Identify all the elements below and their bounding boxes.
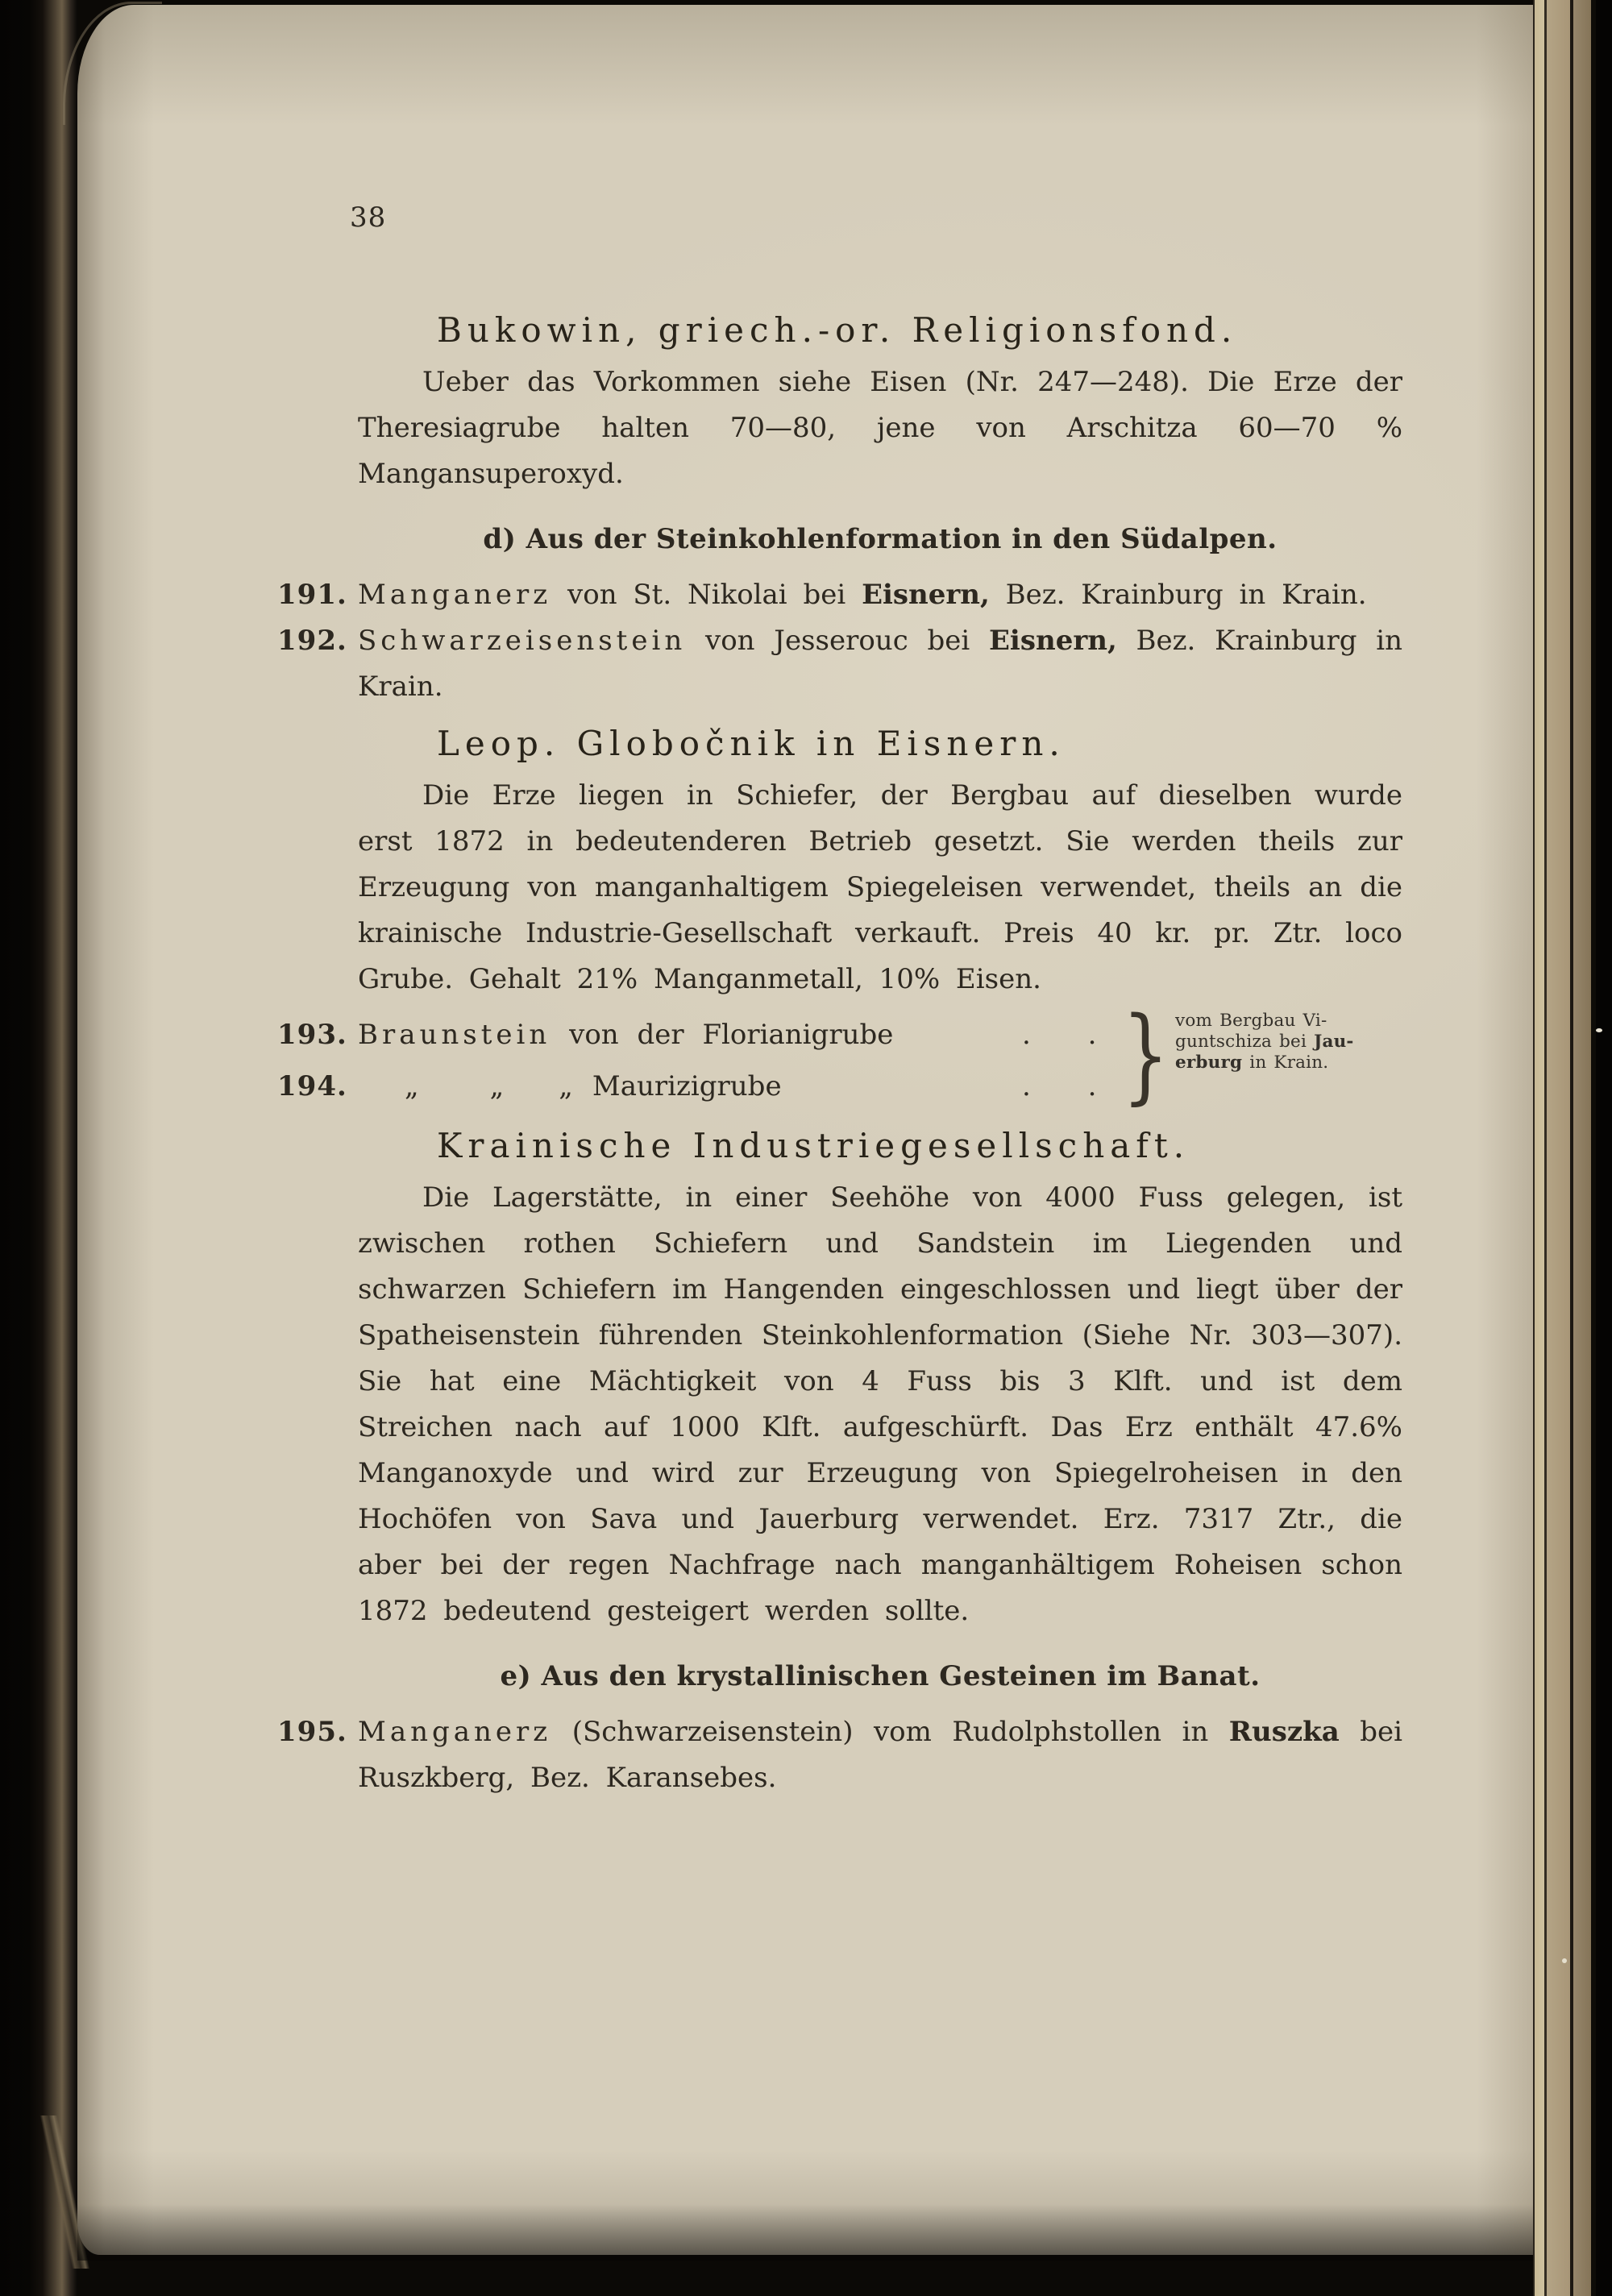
entry-192-term: Schwarzeisenstein <box>358 625 687 657</box>
entry-191-place-bold: Eisnern, <box>862 579 990 611</box>
entries-193-194-group <box>277 995 1402 1115</box>
side-note-jauerburg <box>1175 1011 1433 1073</box>
page-number: 38 <box>350 201 387 234</box>
entry-192 <box>277 618 1402 710</box>
heading-globocnik: Leop. Globočnik in Eisnern. <box>437 724 1066 763</box>
entry-191-number: 191. <box>277 579 347 611</box>
subheading-e-banat: e) Aus den krystallinischen Gesteinen im Banat. <box>500 1660 1261 1692</box>
entry-193-text: von der Florianigrube <box>550 1019 894 1051</box>
bottom-shadow <box>77 2204 1533 2261</box>
entry-195 <box>277 1709 1402 1801</box>
entry-191-rest: Bez. Krainburg in Krain. <box>989 579 1367 611</box>
entry-191-text: von St. Nikolai bei <box>551 579 862 611</box>
side-note-line3: in Krain. <box>1242 1053 1329 1073</box>
paragraph-globocnik: Die Erze liegen in Schiefer, der Bergbau auf dieselben wurde erst 1872 in bedeutenderen Betrieb gesetzt. Sie werden theils zur Erzeugung von manganhaltigem Spiegeleisen verwendet, theils an die krainische Industrie-Gesellschaft verkauft. Preis 40 kr. pr. Ztr. loco Grube. Gehalt 21% Manganmetall, 10% Eisen. <box>358 779 1402 995</box>
entry-193-number: 193. <box>277 1019 347 1051</box>
entry-193-term: Braunstein <box>358 1019 551 1051</box>
paragraph-bukowin: Ueber das Vorkommen siehe Eisen (Nr. 247—248). Die Erze der Theresiagrube halten 70—80, jene von Arschitza 60—70 % Mangansuperoxyd. <box>358 366 1402 490</box>
leader-dots: . . <box>1022 1019 1116 1051</box>
heading-krainische-industriegesellschaft: Krainische Industriegesellschaft. <box>437 1126 1190 1165</box>
ditto-mark: „ <box>405 1070 419 1102</box>
dust-speck <box>1562 1958 1567 1963</box>
entry-192-text: von Jesserouc bei <box>686 625 989 657</box>
entry-195-number: 195. <box>277 1716 347 1748</box>
side-note-line1: vom Bergbau Vi- <box>1175 1011 1327 1031</box>
entry-195-place-bold: Ruszka <box>1228 1716 1340 1748</box>
ditto-mark: „ <box>559 1070 573 1102</box>
heading-bukowin-religionsfond: Bukowin, griech.-or. Religionsfond. <box>437 310 1238 350</box>
ditto-mark: „ <box>489 1070 505 1102</box>
side-note-line3-bold: erburg <box>1175 1053 1243 1073</box>
entry-195-rest: bei Ruszkberg, Bez. Karansebes. <box>358 1716 1402 1794</box>
text-block <box>277 308 1402 1801</box>
subheading-d-steinkohlenformation: d) Aus der Steinkohlenformation in den Südalpen. <box>483 523 1278 555</box>
side-note-line2-bold: Jau- <box>1314 1032 1354 1052</box>
entry-194-text: Maurizigrube <box>592 1070 782 1102</box>
grouping-brace: } <box>1122 995 1170 1115</box>
side-note-line2: guntschiza bei <box>1175 1032 1315 1052</box>
entry-194-number: 194. <box>277 1070 347 1102</box>
entry-195-text: (Schwarzeisenstein) vom Rudolphstollen in <box>551 1716 1229 1748</box>
entry-192-rest: Bez. Krainburg in Krain. <box>358 625 1402 703</box>
dust-speck <box>1596 1028 1602 1032</box>
entry-195-term: Manganerz <box>358 1716 552 1748</box>
entry-192-number: 192. <box>277 625 347 657</box>
entry-192-place-bold: Eisnern, <box>989 625 1117 657</box>
entry-191-term: Manganerz <box>358 579 552 611</box>
entry-191 <box>277 572 1402 618</box>
book-gutter-shadow <box>0 0 77 2296</box>
leader-dots: . . <box>1022 1070 1116 1102</box>
page-edge-stack <box>1533 0 1612 2296</box>
book-page <box>77 5 1533 2255</box>
paragraph-krainische: Die Lagerstätte, in einer Seehöhe von 4000 Fuss gelegen, ist zwischen rothen Schiefern und Sandstein im Liegenden und schwarzen Schiefern im Hangenden eingeschlossen und liegt über der Spatheisenstein führenden Steinkohlenformation (Siehe Nr. 303—307). Sie hat eine Mächtigkeit von 4 Fuss bis 3 Klft. und ist dem Streichen nach auf 1000 Klft. aufgeschürft. Das Erz enthält 47.6% Manganoxyde und wird zur Erzeugung von Spiegelroheisen in den Hochöfen von Sava und Jauerburg verwendet. Erz. 7317 Ztr., die aber bei der regen Nachfrage nach manganhältigem Roheisen schon 1872 bedeutend gesteigert werden sollte. <box>358 1181 1402 1627</box>
